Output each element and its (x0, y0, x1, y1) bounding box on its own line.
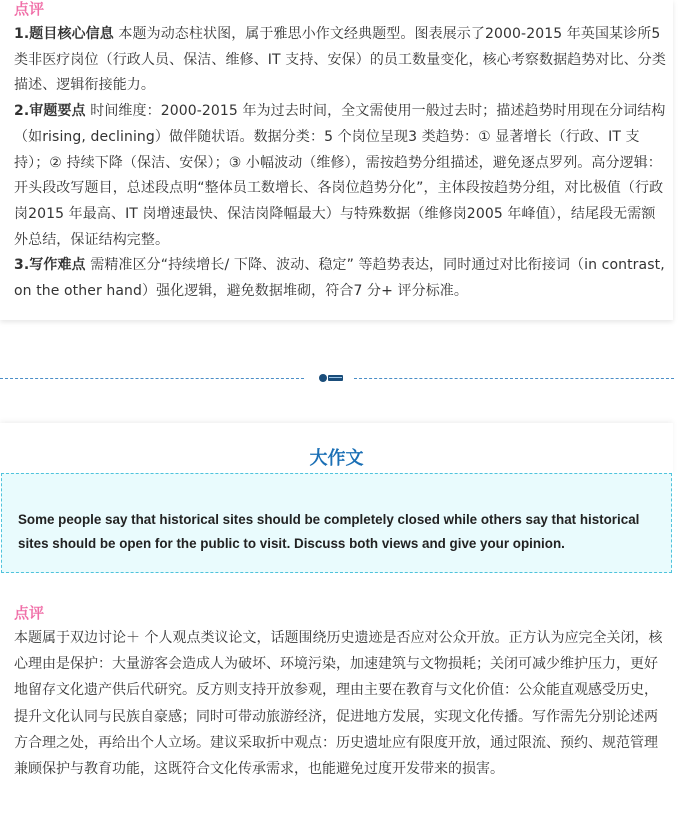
brand-logo-icon (318, 371, 344, 385)
divider-line-right (354, 378, 674, 379)
point-2-text: 时间维度：2000-2015 年为过去时间，全文需使用一般过去时；描述趋势时用现在分词结构（如rising, declining）做伴随状语。数据分类：5 个岗位呈现3 类趋势：① 显著增长（行政、IT 支持）；② 持续下降（保洁、安保）；③ 小幅波动（维修），需按趋势分组描述，避免逐点罗列。高分逻辑：开头段改写题目，总述段点明“整体员工数增长、各岗位趋势分化”，主体段按趋势分组，对比极值（行政岗2015 年最高、IT 岗增速最快、保洁岗降幅最大）与特殊数据（维修岗2005 年峰值），结尾段无需额外总结，保证结构完整。 (14, 103, 666, 248)
essay-title: 大作文 (309, 448, 364, 469)
point-2 (14, 99, 666, 253)
essay-prompt-text: Some people say that historical sites should be completely closed while others say that historical sites should be open for the public to visit. Discuss both views and give your opinion. (18, 512, 640, 551)
review-heading-2: 点评 (14, 604, 45, 622)
section-divider (0, 369, 685, 389)
review-card-task1 (0, 0, 673, 320)
point-3 (14, 253, 666, 304)
essay-prompt-box (1, 473, 672, 573)
point-1 (14, 22, 666, 99)
point-2-label: 2.审题要点 (14, 103, 86, 120)
divider-line-left (0, 378, 304, 379)
review-heading: 点评 (14, 0, 45, 18)
point-1-label: 1.题目核心信息 (14, 26, 114, 42)
review-body (14, 22, 666, 305)
point-3-text: 需精准区分“持续增长/ 下降、波动、稳定” 等趋势表达，同时通过对比衔接词（in contrast, on the other hand）强化逻辑，避免数据堆砌，符合7 分+ 评分标准。 (14, 257, 665, 300)
point-1-text: 本题为动态柱状图，属于雅思小作文经典题型。图表展示了2000-2015 年英国某诊所5 类非医疗岗位（行政人员、保洁、维修、IT 支持、安保）的员工数量变化，核心考察数据趋势对比、分类描述、逻辑衔接能力。 (14, 26, 666, 94)
review-body-2: 本题属于双边讨论＋ 个人观点类议论文，话题围绕历史遗迹是否应对公众开放。正方认为应完全关闭，核心理由是保护：大量游客会造成人为破坏、环境污染，加速建筑与文物损耗；关闭可减少维护压力，更好地留存文化遗产供后代研究。反方则支持开放参观，理由主要在教育与文化价值：公众能直观感受历史，提升文化认同与民族自豪感；同时可带动旅游经济，促进地方发展，实现文化传播。写作需先分别论述两方合理之处，再给出个人立场。建议采取折中观点：历史遗址应有限度开放，通过限流、预约、规范管理兼顾保护与教育功能，这既符合文化传承需求，也能避免过度开发带来的损害。 (14, 630, 663, 778)
point-3-label: 3.写作难点 (14, 257, 86, 274)
